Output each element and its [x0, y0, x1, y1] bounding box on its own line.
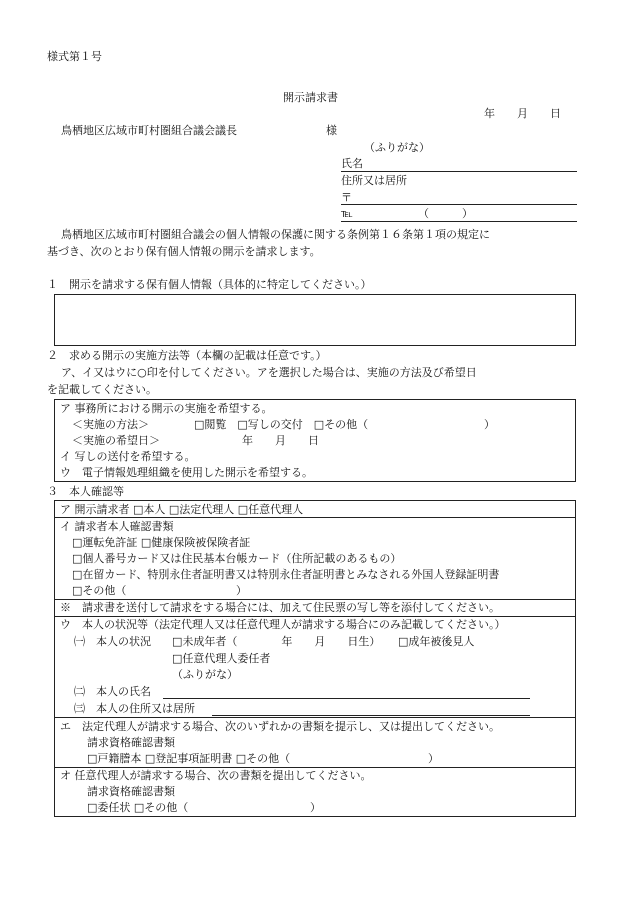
principal-address-label: ㈢ 本人の住所又は居所	[74, 702, 195, 715]
id-docs-option-1[interactable]: □運転免許証 □健康保険被保険者証	[72, 536, 251, 549]
postal-label: 〒	[341, 191, 352, 204]
id-docs-option-4-close: ）	[236, 584, 247, 597]
id-docs-option-3[interactable]: □在留カード、特別永住者証明書又は特別永住者証明書とみなされる外国人登録証明書	[72, 568, 500, 581]
id-docs-title: イ 請求者本人確認書類	[60, 520, 174, 533]
divider	[54, 717, 576, 718]
intro-line-1: 鳥栖地区広域市町村圏組合議会の個人情報の保護に関する条例第１６条第１項の規定に	[61, 228, 490, 241]
legal-agent-docs-label: 請求資格確認書類	[87, 736, 175, 749]
tel-field[interactable]	[341, 221, 577, 222]
section1-heading: １ 開示を請求する保有個人情報（具体的に特定してください。）	[47, 278, 372, 291]
furigana-label: （ふりがな）	[364, 141, 430, 154]
section2-heading: ２ 求める開示の実施方法等（本欄の記載は任意です。）	[47, 349, 327, 362]
principal-address-field[interactable]	[212, 715, 530, 716]
delegator-option[interactable]: □任意代理人委任者	[172, 652, 271, 665]
voluntary-agent-title: オ 任意代理人が請求する場合、次の書類を提出してください。	[60, 769, 372, 782]
section2-note-2: を記載してください。	[47, 383, 157, 396]
id-docs-option-2[interactable]: □個人番号カード又は住民基本台帳カード（住所記載のあるもの）	[72, 552, 402, 565]
page-title: 開示請求書	[283, 91, 338, 104]
method-label: ＜実施の方法＞	[72, 418, 149, 431]
voluntary-agent-close-paren: ）	[310, 801, 321, 814]
name-label: 氏名	[341, 157, 363, 170]
principal-name-field[interactable]	[163, 698, 530, 699]
id-docs-option-4[interactable]: □その他（	[72, 584, 127, 597]
minor-option[interactable]: □未成年者（ 年 月 日生）	[172, 635, 381, 648]
section2-option-a[interactable]: ア 事務所における開示の実施を希望する。	[60, 402, 273, 415]
section2-option-u[interactable]: ウ 電子情報処理組織を使用した開示を希望する。	[60, 466, 313, 479]
address-field[interactable]	[341, 204, 577, 205]
method-close-paren: ）	[484, 418, 495, 431]
divider	[54, 599, 576, 600]
intro-line-2: 基づき、次のとおり保有個人情報の開示を請求します。	[47, 245, 321, 258]
principal-status-title: ウ 本人の状況等（法定代理人又は任意代理人が請求する場合にのみ記載してください。）	[60, 618, 506, 631]
section1-input-box[interactable]	[54, 294, 576, 346]
adult-ward-option[interactable]: □成年被後見人	[398, 635, 475, 648]
tel-paren: （ ）	[418, 207, 473, 220]
section3-heading: ３ 本人確認等	[47, 485, 124, 498]
section2-option-i[interactable]: イ 写しの送付を希望する。	[60, 450, 196, 463]
legal-agent-options[interactable]: □戸籍謄本 □登記事項証明書 □その他（	[87, 752, 291, 765]
requester-type-row[interactable]: ア 開示請求者 □本人 □法定代理人 □任意代理人	[60, 503, 304, 516]
addressee: 鳥栖地区広域市町村圏組合議会議長	[61, 124, 237, 137]
date-wish-value[interactable]: 年 月 日	[242, 434, 319, 447]
method-options[interactable]: □閲覧 □写しの交付 □その他（	[194, 418, 369, 431]
principal-furigana-label: （ふりがな）	[172, 668, 238, 681]
form-number: 様式第１号	[47, 50, 102, 63]
tel-label: ℡	[341, 207, 353, 220]
principal-name-label: ㈡ 本人の氏名	[74, 685, 151, 698]
date-wish-label: ＜実施の希望日＞	[72, 434, 160, 447]
divider	[54, 517, 576, 518]
principal-status-label: ㈠ 本人の状況	[74, 635, 151, 648]
legal-agent-title: エ 法定代理人が請求する場合、次のいずれかの書類を提示し、又は提出してください。	[60, 720, 500, 733]
name-field[interactable]	[341, 171, 577, 172]
divider	[54, 767, 576, 768]
voluntary-agent-options[interactable]: □委任状 □その他（	[87, 801, 189, 814]
legal-agent-close-paren: ）	[428, 752, 439, 765]
divider	[54, 616, 576, 617]
mail-note: ※ 請求書を送付して請求をする場合には、加えて住民票の写し等を添付してください。	[60, 601, 500, 614]
section2-note-1: ア、イ又はウに○印を付してください。アを選択した場合は、実施の方法及び希望日	[61, 366, 477, 379]
honorific: 様	[326, 124, 337, 137]
date-line: 年 月 日	[484, 107, 561, 120]
voluntary-agent-docs-label: 請求資格確認書類	[87, 785, 175, 798]
address-label: 住所又は居所	[341, 174, 407, 187]
